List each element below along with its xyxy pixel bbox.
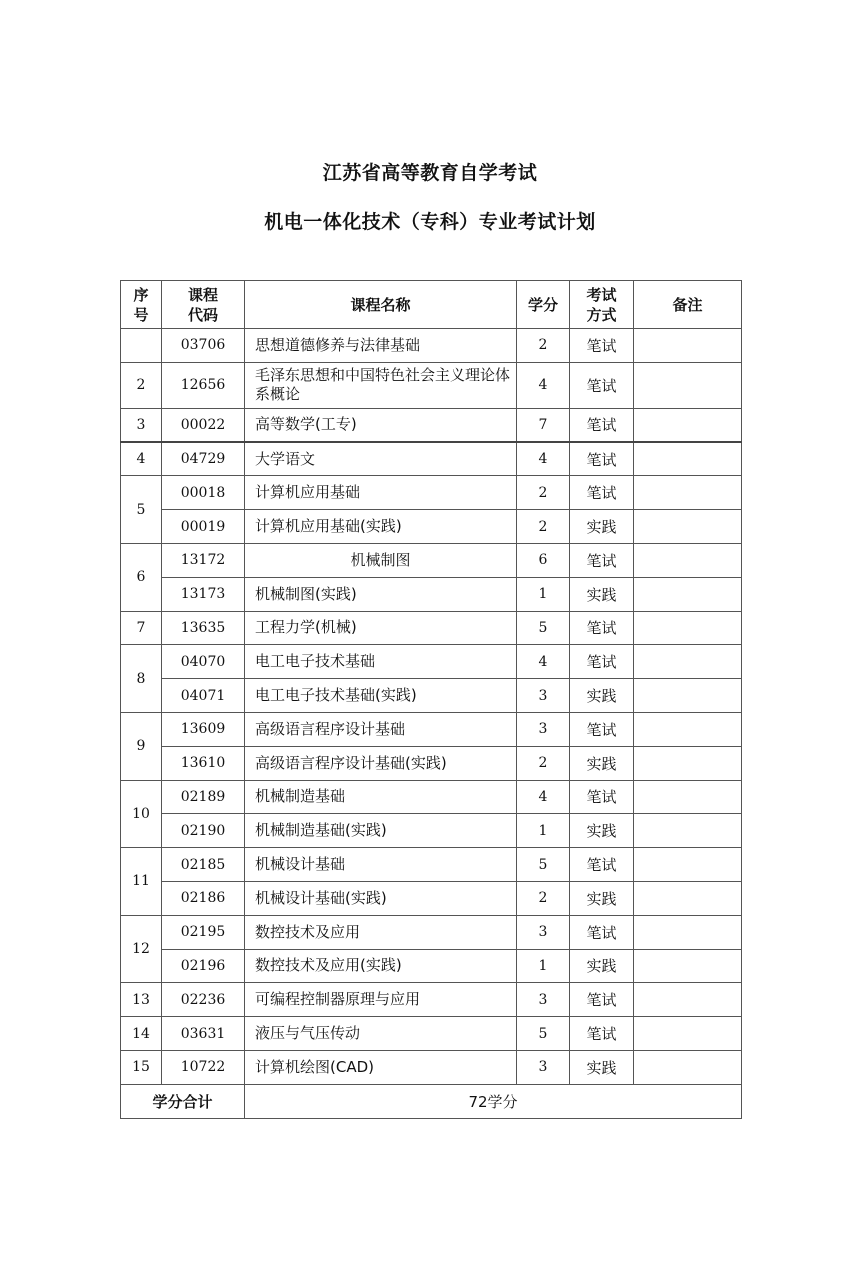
course-credit: 7 [517, 408, 570, 442]
table-row [121, 510, 742, 544]
remark-cell [634, 1017, 742, 1051]
header-name: 课程名称 [245, 281, 517, 329]
table-row [121, 408, 742, 442]
remark-cell [634, 543, 742, 577]
course-name: 电工电子技术基础(实践) [245, 679, 517, 713]
header-credit: 学分 [517, 281, 570, 329]
course-credit: 2 [517, 329, 570, 363]
course-credit: 5 [517, 611, 570, 645]
table-row [121, 476, 742, 510]
table-row [121, 915, 742, 949]
course-code: 00019 [162, 510, 245, 544]
remark-cell [634, 577, 742, 611]
course-code: 12656 [162, 362, 245, 408]
row-no: 2 [121, 362, 162, 408]
total-credits-value: 72学分 [245, 1084, 742, 1118]
remark-cell [634, 362, 742, 408]
table-row [121, 543, 742, 577]
exam-mode: 实践 [570, 510, 634, 544]
course-name: 高等数学(工专) [245, 408, 517, 442]
remark-cell [634, 949, 742, 983]
row-no: 3 [121, 408, 162, 442]
course-name: 思想道德修养与法律基础 [245, 329, 517, 363]
row-no: 10 [121, 780, 162, 848]
course-credit: 3 [517, 1050, 570, 1084]
row-no [121, 329, 162, 363]
remark-cell [634, 780, 742, 814]
course-credit: 1 [517, 814, 570, 848]
header-no: 序号 [121, 281, 162, 329]
table-row [121, 679, 742, 713]
course-code: 13172 [162, 543, 245, 577]
header-mode: 考试方式 [570, 281, 634, 329]
table-row [121, 1050, 742, 1084]
table-row [121, 814, 742, 848]
exam-plan-table [120, 280, 742, 1119]
course-code: 02185 [162, 848, 245, 882]
course-code: 10722 [162, 1050, 245, 1084]
row-no: 14 [121, 1017, 162, 1051]
course-name: 机械制图 [245, 543, 517, 577]
course-name: 机械制造基础(实践) [245, 814, 517, 848]
course-credit: 4 [517, 442, 570, 476]
course-name: 高级语言程序设计基础 [245, 712, 517, 746]
course-credit: 5 [517, 1017, 570, 1051]
course-credit: 2 [517, 510, 570, 544]
exam-mode: 笔试 [570, 915, 634, 949]
exam-mode: 笔试 [570, 329, 634, 363]
row-no: 9 [121, 712, 162, 780]
course-name: 机械制图(实践) [245, 577, 517, 611]
exam-mode: 实践 [570, 814, 634, 848]
exam-mode: 笔试 [570, 362, 634, 408]
course-name: 可编程控制器原理与应用 [245, 983, 517, 1017]
row-no: 13 [121, 983, 162, 1017]
course-name: 工程力学(机械) [245, 611, 517, 645]
exam-mode: 笔试 [570, 476, 634, 510]
exam-mode: 笔试 [570, 611, 634, 645]
header-code: 课程代码 [162, 281, 245, 329]
course-credit: 2 [517, 746, 570, 780]
course-code: 00018 [162, 476, 245, 510]
table-row [121, 746, 742, 780]
header-remark: 备注 [634, 281, 742, 329]
exam-mode: 笔试 [570, 780, 634, 814]
table-row [121, 949, 742, 983]
document-title: 江苏省高等教育自学考试 [322, 162, 538, 184]
row-no: 4 [121, 442, 162, 476]
exam-mode: 实践 [570, 577, 634, 611]
course-code: 13610 [162, 746, 245, 780]
exam-mode: 笔试 [570, 1017, 634, 1051]
exam-mode: 实践 [570, 1050, 634, 1084]
exam-mode: 笔试 [570, 983, 634, 1017]
table-row [121, 442, 742, 476]
exam-mode: 笔试 [570, 848, 634, 882]
course-name: 机械设计基础 [245, 848, 517, 882]
course-name: 机械设计基础(实践) [245, 881, 517, 915]
exam-mode: 笔试 [570, 442, 634, 476]
exam-mode: 实践 [570, 949, 634, 983]
remark-cell [634, 746, 742, 780]
remark-cell [634, 329, 742, 363]
course-code: 02186 [162, 881, 245, 915]
course-name: 大学语文 [245, 442, 517, 476]
course-code: 04071 [162, 679, 245, 713]
course-code: 04729 [162, 442, 245, 476]
table-row [121, 362, 742, 408]
row-no: 15 [121, 1050, 162, 1084]
document-subtitle: 机电一体化技术（专科）专业考试计划 [264, 211, 596, 233]
course-credit: 3 [517, 679, 570, 713]
course-code: 02236 [162, 983, 245, 1017]
course-credit: 1 [517, 949, 570, 983]
table-row [121, 712, 742, 746]
course-code: 02189 [162, 780, 245, 814]
course-credit: 2 [517, 881, 570, 915]
course-name: 液压与气压传动 [245, 1017, 517, 1051]
table-row [121, 577, 742, 611]
course-name: 计算机应用基础 [245, 476, 517, 510]
course-code: 04070 [162, 645, 245, 679]
row-no: 5 [121, 476, 162, 544]
table-row [121, 645, 742, 679]
remark-cell [634, 983, 742, 1017]
course-code: 13173 [162, 577, 245, 611]
exam-mode: 实践 [570, 746, 634, 780]
course-name: 计算机绘图(CAD) [245, 1050, 517, 1084]
remark-cell [634, 1050, 742, 1084]
course-code: 03706 [162, 329, 245, 363]
exam-mode: 笔试 [570, 408, 634, 442]
course-credit: 5 [517, 848, 570, 882]
course-credit: 3 [517, 915, 570, 949]
table-row [121, 1017, 742, 1051]
remark-cell [634, 408, 742, 442]
course-name: 高级语言程序设计基础(实践) [245, 746, 517, 780]
course-credit: 3 [517, 983, 570, 1017]
course-name: 毛泽东思想和中国特色社会主义理论体系概论 [245, 362, 517, 408]
course-name: 数控技术及应用 [245, 915, 517, 949]
course-code: 02195 [162, 915, 245, 949]
course-code: 02190 [162, 814, 245, 848]
table-row [121, 881, 742, 915]
course-code: 13635 [162, 611, 245, 645]
table-row [121, 611, 742, 645]
course-credit: 6 [517, 543, 570, 577]
remark-cell [634, 814, 742, 848]
course-name: 计算机应用基础(实践) [245, 510, 517, 544]
table-row [121, 983, 742, 1017]
total-credits-label: 学分合计 [121, 1084, 245, 1118]
remark-cell [634, 679, 742, 713]
row-no: 12 [121, 915, 162, 983]
table-row [121, 780, 742, 814]
course-code: 00022 [162, 408, 245, 442]
exam-mode: 笔试 [570, 645, 634, 679]
exam-mode: 笔试 [570, 543, 634, 577]
exam-mode: 实践 [570, 679, 634, 713]
course-credit: 4 [517, 780, 570, 814]
course-name: 数控技术及应用(实践) [245, 949, 517, 983]
course-credit: 2 [517, 476, 570, 510]
exam-mode: 笔试 [570, 712, 634, 746]
exam-mode: 实践 [570, 881, 634, 915]
remark-cell [634, 915, 742, 949]
remark-cell [634, 712, 742, 746]
row-no: 8 [121, 645, 162, 713]
total-row [121, 1084, 742, 1118]
course-code: 13609 [162, 712, 245, 746]
table-row [121, 329, 742, 363]
remark-cell [634, 881, 742, 915]
row-no: 11 [121, 848, 162, 916]
remark-cell [634, 476, 742, 510]
remark-cell [634, 611, 742, 645]
table-row [121, 848, 742, 882]
remark-cell [634, 645, 742, 679]
course-code: 02196 [162, 949, 245, 983]
course-credit: 1 [517, 577, 570, 611]
remark-cell [634, 848, 742, 882]
remark-cell [634, 510, 742, 544]
course-code: 03631 [162, 1017, 245, 1051]
header-row [121, 281, 742, 329]
course-credit: 4 [517, 362, 570, 408]
row-no: 6 [121, 543, 162, 611]
course-name: 机械制造基础 [245, 780, 517, 814]
course-name: 电工电子技术基础 [245, 645, 517, 679]
course-credit: 4 [517, 645, 570, 679]
remark-cell [634, 442, 742, 476]
row-no: 7 [121, 611, 162, 645]
course-credit: 3 [517, 712, 570, 746]
